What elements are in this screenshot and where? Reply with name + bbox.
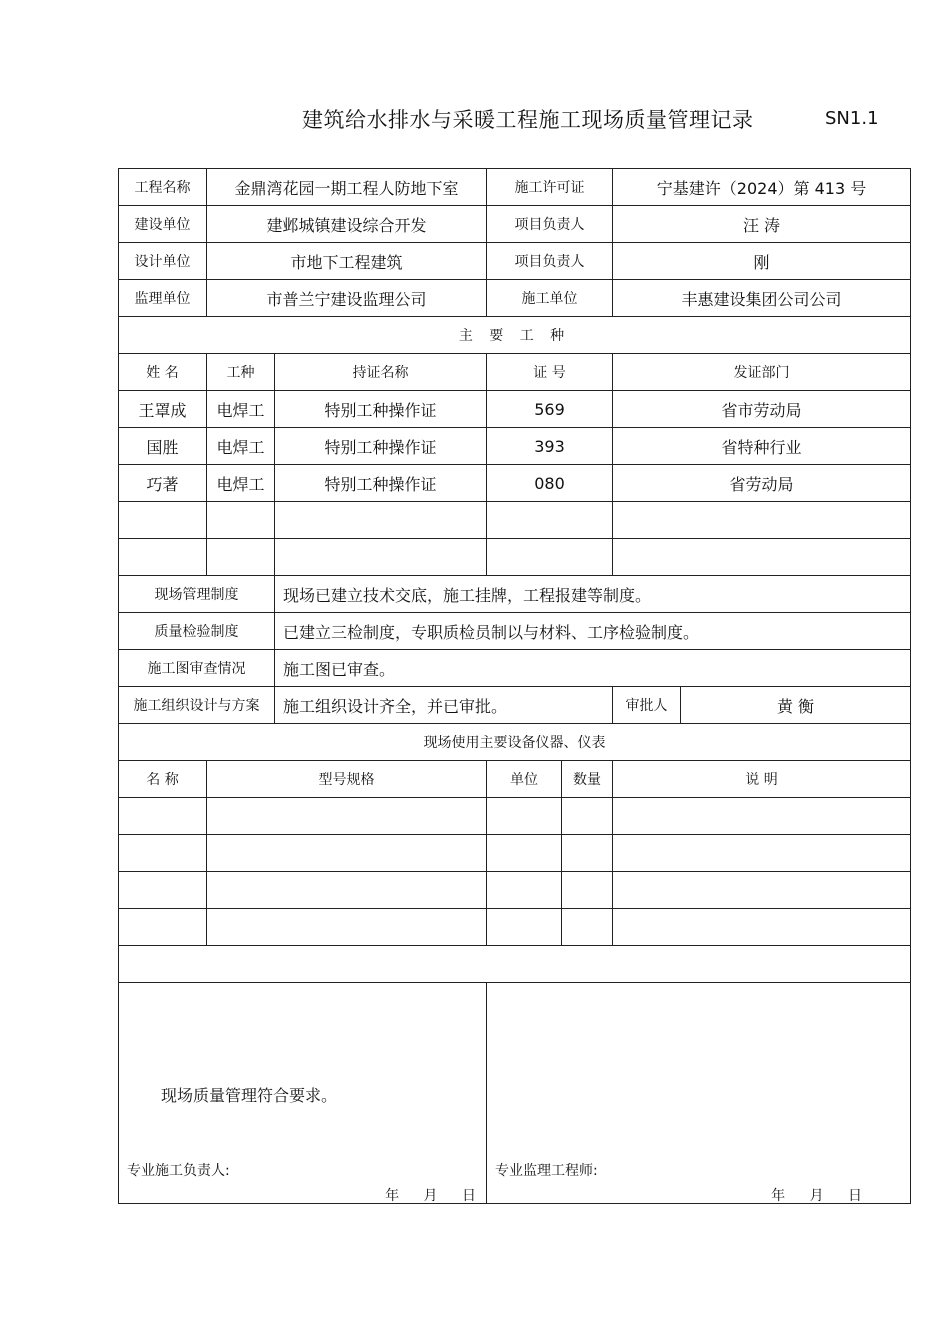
approver-name: 黄 衡 xyxy=(681,687,911,724)
project-name-label: 工程名称 xyxy=(119,169,207,206)
worker-name xyxy=(119,539,207,576)
worker-row xyxy=(119,428,911,465)
worker-cert-name: 特别工种操作证 xyxy=(275,391,487,428)
worker-trade xyxy=(207,539,275,576)
equipment-note xyxy=(613,835,911,872)
workers-section-row xyxy=(119,317,911,354)
worker-name: 王罩成 xyxy=(119,391,207,428)
equipment-model xyxy=(207,872,487,909)
equipment-note xyxy=(613,872,911,909)
supervisor-sign-date: 年 月 日 xyxy=(771,1188,863,1204)
designer-label: 设计单位 xyxy=(119,243,207,280)
equipment-row xyxy=(119,909,911,946)
equipment-name xyxy=(119,835,207,872)
supervisor-signer-label: 专业监理工程师: xyxy=(495,1163,598,1179)
equipment-header-note: 说 明 xyxy=(613,761,911,798)
workers-header-row xyxy=(119,354,911,391)
org-label: 施工组织设计与方案 xyxy=(119,687,275,724)
permit-label: 施工许可证 xyxy=(487,169,613,206)
worker-cert-no: 569 xyxy=(487,391,613,428)
equipment-qty xyxy=(562,835,613,872)
equipment-model xyxy=(207,798,487,835)
designer-row xyxy=(119,243,911,280)
equipment-model xyxy=(207,909,487,946)
worker-row xyxy=(119,391,911,428)
workers-section-title: 主 要 工 种 xyxy=(119,317,911,354)
designer-manager-label: 项目负责人 xyxy=(487,243,613,280)
equipment-row xyxy=(119,872,911,909)
worker-header-name: 姓 名 xyxy=(119,354,207,391)
worker-issuer xyxy=(613,539,911,576)
worker-header-cert-name: 持证名称 xyxy=(275,354,487,391)
equipment-row xyxy=(119,798,911,835)
drawing-label: 施工图审查情况 xyxy=(119,650,275,687)
equipment-qty xyxy=(562,798,613,835)
builder-row xyxy=(119,206,911,243)
equipment-row xyxy=(119,835,911,872)
equipment-unit xyxy=(487,872,562,909)
supervisor-signoff-cell xyxy=(487,983,911,1204)
approver-label: 审批人 xyxy=(613,687,681,724)
worker-trade: 电焊工 xyxy=(207,428,275,465)
worker-header-cert-no: 证 号 xyxy=(487,354,613,391)
supervisor-row xyxy=(119,280,911,317)
equipment-section-row xyxy=(119,724,911,761)
equipment-name xyxy=(119,909,207,946)
equipment-header-unit: 单位 xyxy=(487,761,562,798)
worker-issuer: 省市劳动局 xyxy=(613,391,911,428)
quality-row xyxy=(119,613,911,650)
contractor-signer-label: 专业施工负责人: xyxy=(127,1163,230,1179)
worker-trade xyxy=(207,502,275,539)
site-mgmt-text: 现场已建立技术交底，施工挂牌，工程报建等制度。 xyxy=(275,576,911,613)
signoff-row xyxy=(119,983,911,1204)
worker-row xyxy=(119,465,911,502)
contractor-name: 丰惠建设集团公司公司 xyxy=(613,280,911,317)
form-code: SN1.1 xyxy=(825,108,879,129)
permit-number: 宁基建许（2024）第 413 号 xyxy=(613,169,911,206)
worker-issuer: 省特种行业 xyxy=(613,428,911,465)
equipment-note xyxy=(613,798,911,835)
quality-label: 质量检验制度 xyxy=(119,613,275,650)
worker-name: 巧著 xyxy=(119,465,207,502)
blank-cell xyxy=(119,946,911,983)
quality-management-table xyxy=(118,168,911,1204)
designer-manager: 刚 xyxy=(613,243,911,280)
worker-issuer: 省劳动局 xyxy=(613,465,911,502)
equipment-name xyxy=(119,872,207,909)
equipment-name xyxy=(119,798,207,835)
drawing-text: 施工图已审查。 xyxy=(275,650,911,687)
worker-name: 国胜 xyxy=(119,428,207,465)
builder-manager: 汪 涛 xyxy=(613,206,911,243)
worker-cert-name xyxy=(275,539,487,576)
equipment-header-model: 型号规格 xyxy=(207,761,487,798)
equipment-model xyxy=(207,835,487,872)
supervisor-name: 市普兰宁建设监理公司 xyxy=(207,280,487,317)
equipment-qty xyxy=(562,909,613,946)
equipment-header-name: 名 称 xyxy=(119,761,207,798)
equipment-section-title: 现场使用主要设备仪器、仪表 xyxy=(119,724,911,761)
worker-name xyxy=(119,502,207,539)
worker-cert-no: 393 xyxy=(487,428,613,465)
equipment-note xyxy=(613,909,911,946)
document-title: 建筑给水排水与采暖工程施工现场质量管理记录 xyxy=(302,108,754,132)
org-text: 施工组织设计齐全，并已审批。 xyxy=(275,687,613,724)
equipment-unit xyxy=(487,835,562,872)
site-mgmt-label: 现场管理制度 xyxy=(119,576,275,613)
worker-header-trade: 工种 xyxy=(207,354,275,391)
equipment-unit xyxy=(487,909,562,946)
worker-header-issuer: 发证部门 xyxy=(613,354,911,391)
contractor-signoff-cell xyxy=(119,983,487,1204)
worker-cert-name: 特别工种操作证 xyxy=(275,428,487,465)
drawing-row xyxy=(119,650,911,687)
equipment-qty xyxy=(562,872,613,909)
inspection-conclusion: 现场质量管理符合要求。 xyxy=(161,1086,338,1105)
contractor-sign-date: 年 月 日 xyxy=(385,1188,477,1204)
worker-cert-name: 特别工种操作证 xyxy=(275,465,487,502)
equipment-unit xyxy=(487,798,562,835)
worker-cert-name xyxy=(275,502,487,539)
designer-name: 市地下工程建筑 xyxy=(207,243,487,280)
contractor-label: 施工单位 xyxy=(487,280,613,317)
builder-label: 建设单位 xyxy=(119,206,207,243)
worker-trade: 电焊工 xyxy=(207,391,275,428)
worker-cert-no: 080 xyxy=(487,465,613,502)
site-mgmt-row xyxy=(119,576,911,613)
blank-row xyxy=(119,946,911,983)
org-row xyxy=(119,687,911,724)
quality-text: 已建立三检制度，专职质检员制以与材料、工序检验制度。 xyxy=(275,613,911,650)
worker-cert-no xyxy=(487,539,613,576)
worker-cert-no xyxy=(487,502,613,539)
builder-manager-label: 项目负责人 xyxy=(487,206,613,243)
worker-trade: 电焊工 xyxy=(207,465,275,502)
worker-row-empty xyxy=(119,539,911,576)
equipment-header-qty: 数量 xyxy=(562,761,613,798)
worker-issuer xyxy=(613,502,911,539)
equipment-header-row xyxy=(119,761,911,798)
project-name: 金鼎湾花园一期工程人防地下室 xyxy=(207,169,487,206)
project-name-row xyxy=(119,169,911,206)
supervisor-label: 监理单位 xyxy=(119,280,207,317)
builder-name: 建邺城镇建设综合开发 xyxy=(207,206,487,243)
worker-row-empty xyxy=(119,502,911,539)
